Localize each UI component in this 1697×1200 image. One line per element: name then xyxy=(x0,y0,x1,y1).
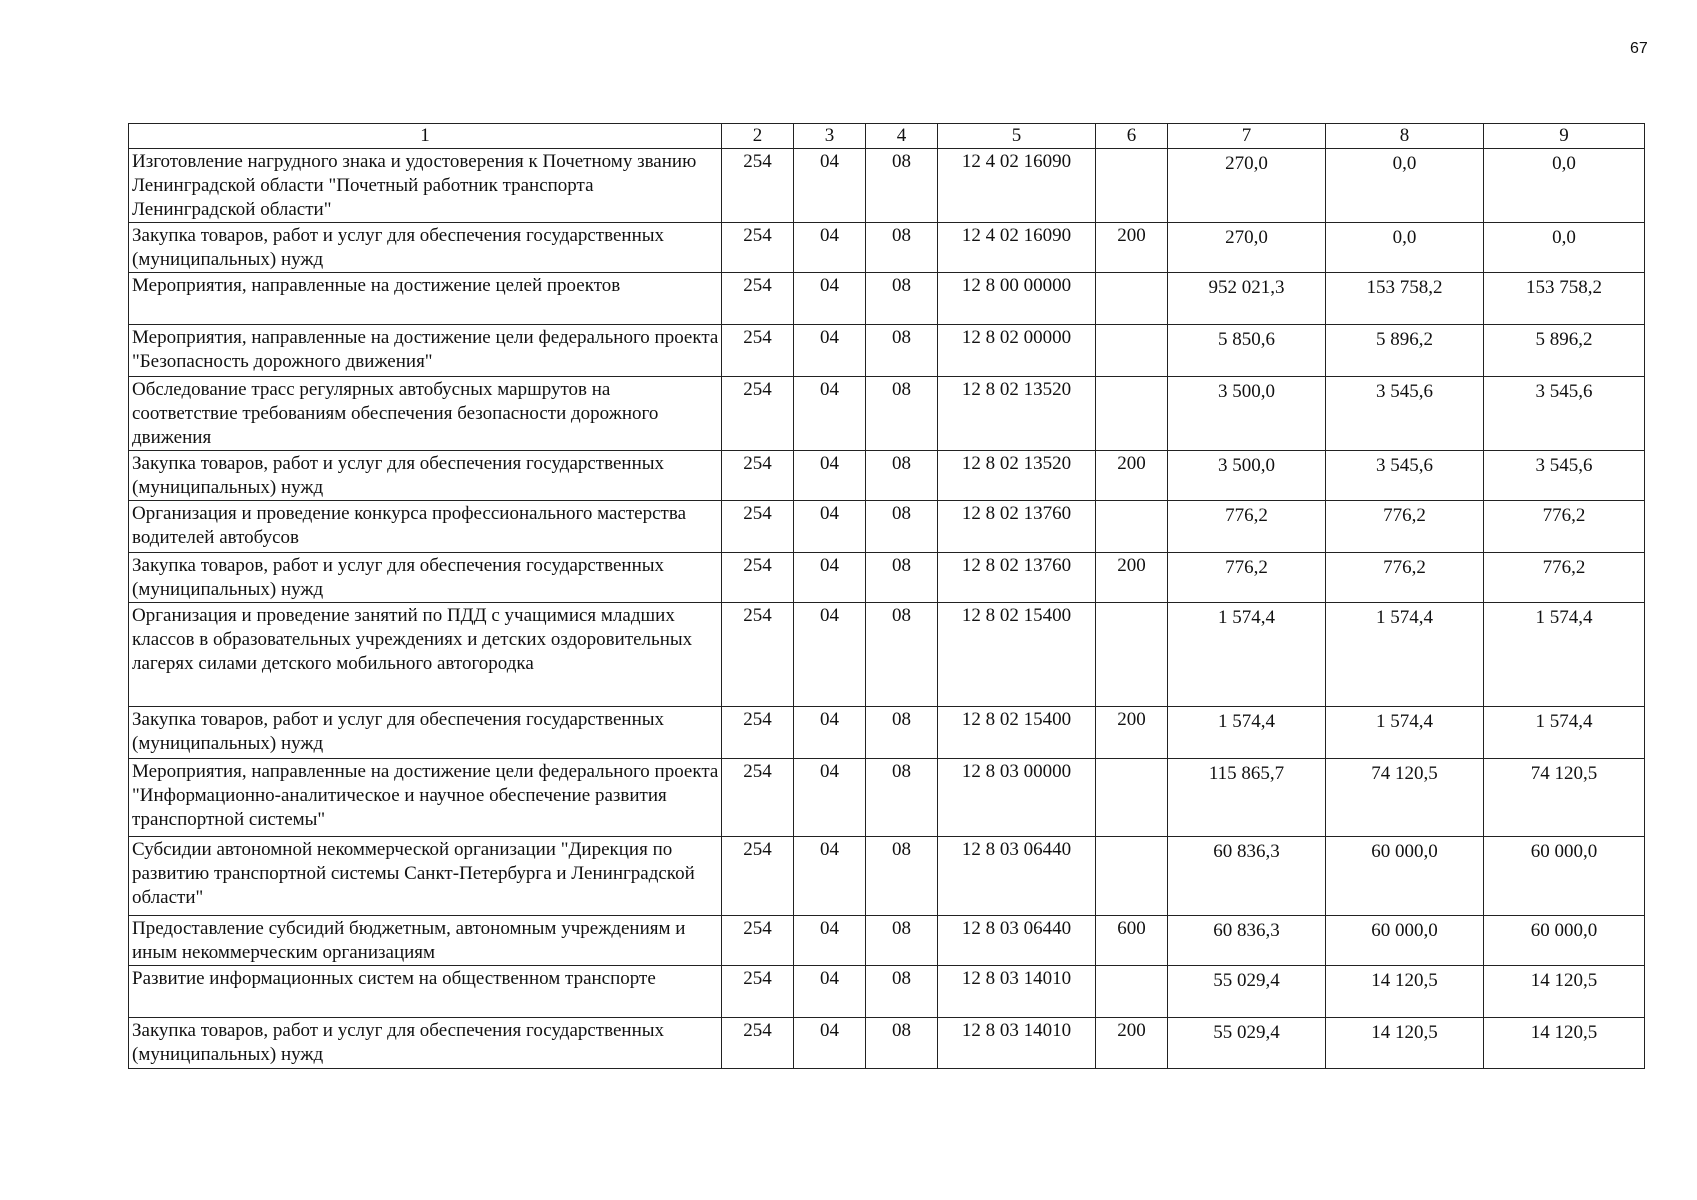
cell-admin-code: 254 xyxy=(722,325,794,377)
cell-amount-col8: 74 120,5 xyxy=(1326,759,1484,837)
cell-amount-col7: 60 836,3 xyxy=(1168,916,1326,966)
cell-amount-col7: 1 574,4 xyxy=(1168,603,1326,707)
cell-subsection: 08 xyxy=(866,325,938,377)
table-row xyxy=(129,149,1645,223)
table-row xyxy=(129,707,1645,759)
cell-name: Закупка товаров, работ и услуг для обеспечения государственных (муниципальных) нужд xyxy=(129,451,722,501)
cell-amount-col7: 952 021,3 xyxy=(1168,273,1326,325)
cell-section: 04 xyxy=(794,1018,866,1069)
cell-expense-type xyxy=(1096,149,1168,223)
cell-amount-col8: 3 545,6 xyxy=(1326,451,1484,501)
cell-subsection: 08 xyxy=(866,223,938,273)
table-row xyxy=(129,325,1645,377)
cell-section: 04 xyxy=(794,149,866,223)
cell-section: 04 xyxy=(794,707,866,759)
cell-amount-col7: 3 500,0 xyxy=(1168,451,1326,501)
cell-section: 04 xyxy=(794,325,866,377)
cell-target-article: 12 8 02 13760 xyxy=(938,501,1096,553)
cell-target-article: 12 8 02 13520 xyxy=(938,451,1096,501)
table-row xyxy=(129,553,1645,603)
cell-amount-col8: 5 896,2 xyxy=(1326,325,1484,377)
table-row xyxy=(129,759,1645,837)
cell-name: Субсидии автономной некоммерческой организации "Дирекция по развитию транспортной системы Санкт-Петербурга и Ленинградской области" xyxy=(129,837,722,916)
cell-amount-col9: 14 120,5 xyxy=(1484,1018,1645,1069)
cell-subsection: 08 xyxy=(866,966,938,1018)
cell-admin-code: 254 xyxy=(722,273,794,325)
header-col-8: 8 xyxy=(1326,124,1484,149)
cell-amount-col7: 60 836,3 xyxy=(1168,837,1326,916)
cell-name: Организация и проведение занятий по ПДД с учащимися младших классов в образовательных учреждениях и детских оздоровительных лагерях силами детского мобильного автогородка xyxy=(129,603,722,707)
cell-subsection: 08 xyxy=(866,707,938,759)
cell-amount-col9: 776,2 xyxy=(1484,553,1645,603)
header-col-9: 9 xyxy=(1484,124,1645,149)
cell-target-article: 12 8 02 15400 xyxy=(938,603,1096,707)
cell-expense-type xyxy=(1096,377,1168,451)
cell-amount-col8: 776,2 xyxy=(1326,501,1484,553)
cell-name: Изготовление нагрудного знака и удостоверения к Почетному званию Ленинградской области "Почетный работник транспорта Ленинградской области" xyxy=(129,149,722,223)
cell-target-article: 12 8 02 13760 xyxy=(938,553,1096,603)
cell-amount-col8: 776,2 xyxy=(1326,553,1484,603)
table-row xyxy=(129,916,1645,966)
cell-section: 04 xyxy=(794,759,866,837)
cell-name: Закупка товаров, работ и услуг для обеспечения государственных (муниципальных) нужд xyxy=(129,553,722,603)
cell-section: 04 xyxy=(794,223,866,273)
cell-section: 04 xyxy=(794,837,866,916)
cell-subsection: 08 xyxy=(866,603,938,707)
header-col-2: 2 xyxy=(722,124,794,149)
cell-name: Мероприятия, направленные на достижение целей проектов xyxy=(129,273,722,325)
cell-target-article: 12 8 03 14010 xyxy=(938,1018,1096,1069)
header-col-3: 3 xyxy=(794,124,866,149)
cell-admin-code: 254 xyxy=(722,377,794,451)
cell-amount-col8: 60 000,0 xyxy=(1326,837,1484,916)
cell-expense-type: 200 xyxy=(1096,707,1168,759)
cell-expense-type xyxy=(1096,273,1168,325)
cell-target-article: 12 8 03 14010 xyxy=(938,966,1096,1018)
cell-amount-col9: 14 120,5 xyxy=(1484,966,1645,1018)
cell-name: Предоставление субсидий бюджетным, автономным учреждениям и иным некоммерческим организациям xyxy=(129,916,722,966)
header-col-4: 4 xyxy=(866,124,938,149)
cell-subsection: 08 xyxy=(866,916,938,966)
cell-expense-type: 200 xyxy=(1096,223,1168,273)
cell-admin-code: 254 xyxy=(722,603,794,707)
cell-name: Закупка товаров, работ и услуг для обеспечения государственных (муниципальных) нужд xyxy=(129,707,722,759)
cell-amount-col9: 776,2 xyxy=(1484,501,1645,553)
budget-table xyxy=(128,123,1645,1069)
page-number: 67 xyxy=(1630,40,1648,57)
cell-amount-col8: 14 120,5 xyxy=(1326,1018,1484,1069)
cell-amount-col8: 0,0 xyxy=(1326,223,1484,273)
cell-section: 04 xyxy=(794,377,866,451)
header-row xyxy=(129,124,1645,149)
cell-admin-code: 254 xyxy=(722,501,794,553)
cell-expense-type xyxy=(1096,501,1168,553)
header-col-1: 1 xyxy=(129,124,722,149)
cell-amount-col9: 1 574,4 xyxy=(1484,707,1645,759)
cell-amount-col9: 74 120,5 xyxy=(1484,759,1645,837)
table-row xyxy=(129,451,1645,501)
cell-amount-col8: 153 758,2 xyxy=(1326,273,1484,325)
cell-expense-type xyxy=(1096,837,1168,916)
cell-name: Организация и проведение конкурса профессионального мастерства водителей автобусов xyxy=(129,501,722,553)
cell-expense-type xyxy=(1096,325,1168,377)
table-row xyxy=(129,377,1645,451)
header-col-5: 5 xyxy=(938,124,1096,149)
header-col-6: 6 xyxy=(1096,124,1168,149)
cell-amount-col7: 115 865,7 xyxy=(1168,759,1326,837)
cell-amount-col9: 0,0 xyxy=(1484,149,1645,223)
cell-target-article: 12 4 02 16090 xyxy=(938,149,1096,223)
cell-section: 04 xyxy=(794,916,866,966)
cell-expense-type xyxy=(1096,603,1168,707)
cell-amount-col8: 14 120,5 xyxy=(1326,966,1484,1018)
cell-subsection: 08 xyxy=(866,1018,938,1069)
cell-subsection: 08 xyxy=(866,377,938,451)
cell-admin-code: 254 xyxy=(722,553,794,603)
cell-subsection: 08 xyxy=(866,273,938,325)
cell-admin-code: 254 xyxy=(722,149,794,223)
cell-name: Закупка товаров, работ и услуг для обеспечения государственных (муниципальных) нужд xyxy=(129,1018,722,1069)
table-row xyxy=(129,223,1645,273)
cell-amount-col8: 1 574,4 xyxy=(1326,707,1484,759)
cell-name: Мероприятия, направленные на достижение цели федерального проекта "Информационно-аналитическое и научное обеспечение развития транспортной системы" xyxy=(129,759,722,837)
cell-expense-type: 200 xyxy=(1096,451,1168,501)
cell-amount-col8: 1 574,4 xyxy=(1326,603,1484,707)
cell-subsection: 08 xyxy=(866,759,938,837)
cell-expense-type xyxy=(1096,759,1168,837)
cell-amount-col9: 1 574,4 xyxy=(1484,603,1645,707)
cell-amount-col7: 270,0 xyxy=(1168,223,1326,273)
cell-expense-type: 600 xyxy=(1096,916,1168,966)
cell-admin-code: 254 xyxy=(722,707,794,759)
table-row xyxy=(129,603,1645,707)
cell-amount-col7: 776,2 xyxy=(1168,501,1326,553)
header-col-7: 7 xyxy=(1168,124,1326,149)
cell-amount-col9: 3 545,6 xyxy=(1484,377,1645,451)
cell-amount-col7: 270,0 xyxy=(1168,149,1326,223)
cell-amount-col8: 0,0 xyxy=(1326,149,1484,223)
cell-target-article: 12 8 03 06440 xyxy=(938,916,1096,966)
cell-subsection: 08 xyxy=(866,553,938,603)
cell-admin-code: 254 xyxy=(722,223,794,273)
cell-subsection: 08 xyxy=(866,501,938,553)
cell-expense-type: 200 xyxy=(1096,1018,1168,1069)
cell-target-article: 12 8 02 13520 xyxy=(938,377,1096,451)
cell-amount-col9: 153 758,2 xyxy=(1484,273,1645,325)
cell-admin-code: 254 xyxy=(722,451,794,501)
cell-amount-col7: 55 029,4 xyxy=(1168,966,1326,1018)
cell-amount-col8: 3 545,6 xyxy=(1326,377,1484,451)
cell-admin-code: 254 xyxy=(722,916,794,966)
cell-section: 04 xyxy=(794,273,866,325)
cell-amount-col9: 60 000,0 xyxy=(1484,916,1645,966)
cell-amount-col7: 55 029,4 xyxy=(1168,1018,1326,1069)
cell-target-article: 12 8 00 00000 xyxy=(938,273,1096,325)
table-body xyxy=(129,149,1645,1069)
cell-subsection: 08 xyxy=(866,837,938,916)
cell-amount-col7: 3 500,0 xyxy=(1168,377,1326,451)
cell-section: 04 xyxy=(794,501,866,553)
cell-amount-col9: 3 545,6 xyxy=(1484,451,1645,501)
cell-amount-col9: 5 896,2 xyxy=(1484,325,1645,377)
cell-target-article: 12 4 02 16090 xyxy=(938,223,1096,273)
cell-target-article: 12 8 03 00000 xyxy=(938,759,1096,837)
table-header xyxy=(129,124,1645,149)
cell-admin-code: 254 xyxy=(722,966,794,1018)
cell-name: Закупка товаров, работ и услуг для обеспечения государственных (муниципальных) нужд xyxy=(129,223,722,273)
cell-amount-col8: 60 000,0 xyxy=(1326,916,1484,966)
cell-expense-type: 200 xyxy=(1096,553,1168,603)
table-row xyxy=(129,837,1645,916)
cell-amount-col7: 1 574,4 xyxy=(1168,707,1326,759)
cell-section: 04 xyxy=(794,451,866,501)
cell-expense-type xyxy=(1096,966,1168,1018)
cell-amount-col7: 5 850,6 xyxy=(1168,325,1326,377)
cell-section: 04 xyxy=(794,553,866,603)
cell-name: Обследование трасс регулярных автобусных маршрутов на соответствие требованиям обеспечения безопасности дорожного движения xyxy=(129,377,722,451)
cell-target-article: 12 8 03 06440 xyxy=(938,837,1096,916)
cell-amount-col9: 60 000,0 xyxy=(1484,837,1645,916)
cell-name: Мероприятия, направленные на достижение цели федерального проекта "Безопасность дорожного движения" xyxy=(129,325,722,377)
cell-admin-code: 254 xyxy=(722,1018,794,1069)
cell-amount-col9: 0,0 xyxy=(1484,223,1645,273)
cell-target-article: 12 8 02 00000 xyxy=(938,325,1096,377)
cell-section: 04 xyxy=(794,966,866,1018)
cell-target-article: 12 8 02 15400 xyxy=(938,707,1096,759)
cell-subsection: 08 xyxy=(866,451,938,501)
table-row xyxy=(129,966,1645,1018)
table-row xyxy=(129,501,1645,553)
cell-section: 04 xyxy=(794,603,866,707)
cell-admin-code: 254 xyxy=(722,759,794,837)
table-row xyxy=(129,1018,1645,1069)
cell-name: Развитие информационных систем на общественном транспорте xyxy=(129,966,722,1018)
cell-admin-code: 254 xyxy=(722,837,794,916)
cell-subsection: 08 xyxy=(866,149,938,223)
cell-amount-col7: 776,2 xyxy=(1168,553,1326,603)
table-row xyxy=(129,273,1645,325)
